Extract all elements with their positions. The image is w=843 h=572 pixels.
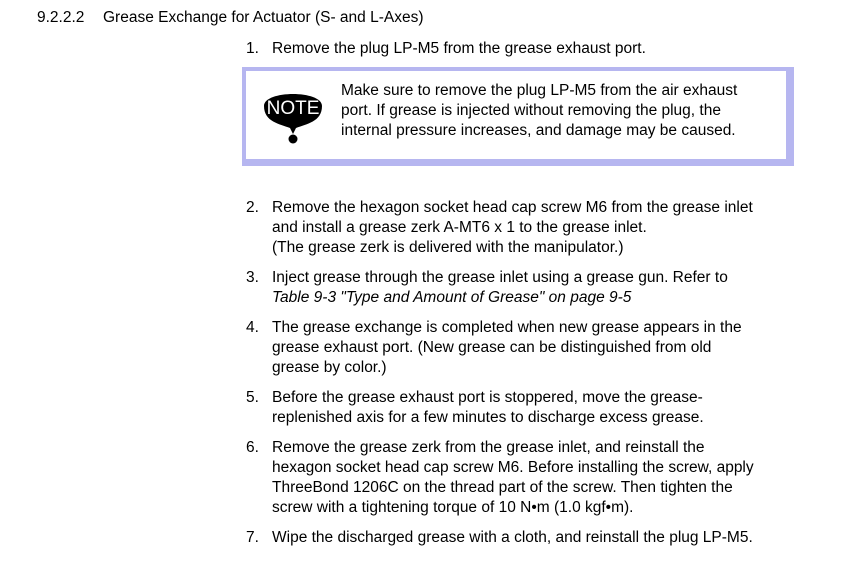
- note-line: internal pressure increases, and damage may be caused.: [341, 122, 736, 139]
- step-text: hexagon socket head cap screw M6. Before installing the screw, apply: [272, 459, 754, 476]
- step-text: Wipe the discharged grease with a cloth, and reinstall the plug LP-M5.: [272, 529, 753, 546]
- step-text: grease exhaust port. (New grease can be distinguished from old: [272, 339, 712, 356]
- step-number: 7.: [246, 529, 259, 546]
- section-title: Grease Exchange for Actuator (S- and L-Axes): [103, 9, 424, 26]
- step-number: 3.: [246, 269, 259, 286]
- step-number: 1.: [246, 40, 259, 57]
- step-text: ThreeBond 1206C on the thread part of the screw. Then tighten the: [272, 479, 733, 496]
- table-reference-link[interactable]: Table 9-3 "Type and Amount of Grease" on page 9-5: [272, 289, 632, 306]
- step-text: Remove the plug LP-M5 from the grease exhaust port.: [272, 40, 646, 57]
- step-text: Remove the grease zerk from the grease inlet, and reinstall the: [272, 439, 705, 456]
- step-text: Before the grease exhaust port is stoppered, move the grease-: [272, 389, 703, 406]
- section-number: 9.2.2.2: [37, 9, 85, 26]
- note-box: [242, 67, 794, 166]
- note-line: Make sure to remove the plug LP-M5 from the air exhaust: [341, 82, 738, 99]
- step-text: Inject grease through the grease inlet using a grease gun. Refer to: [272, 269, 728, 286]
- step-text: and install a grease zerk A-MT6 x 1 to the grease inlet.: [272, 219, 647, 236]
- step-number: 5.: [246, 389, 259, 406]
- note-icon: [260, 84, 326, 144]
- step-number: 2.: [246, 199, 259, 216]
- section-heading: [37, 9, 424, 27]
- step-text: replenished axis for a few minutes to discharge excess grease.: [272, 409, 704, 426]
- step-text: screw with a tightening torque of 10 N•m (1.0 kgf•m).: [272, 499, 634, 516]
- step-number: 4.: [246, 319, 259, 336]
- note-text: [341, 81, 737, 141]
- step-text: grease by color.): [272, 359, 387, 376]
- step-text: Remove the hexagon socket head cap screw M6 from the grease inlet: [272, 199, 753, 216]
- note-icon-label: NOTE: [266, 98, 320, 119]
- step-text: The grease exchange is completed when new grease appears in the: [272, 319, 742, 336]
- note-line: port. If grease is injected without removing the plug, the: [341, 102, 721, 119]
- step-text: (The grease zerk is delivered with the manipulator.): [272, 239, 624, 256]
- step-number: 6.: [246, 439, 259, 456]
